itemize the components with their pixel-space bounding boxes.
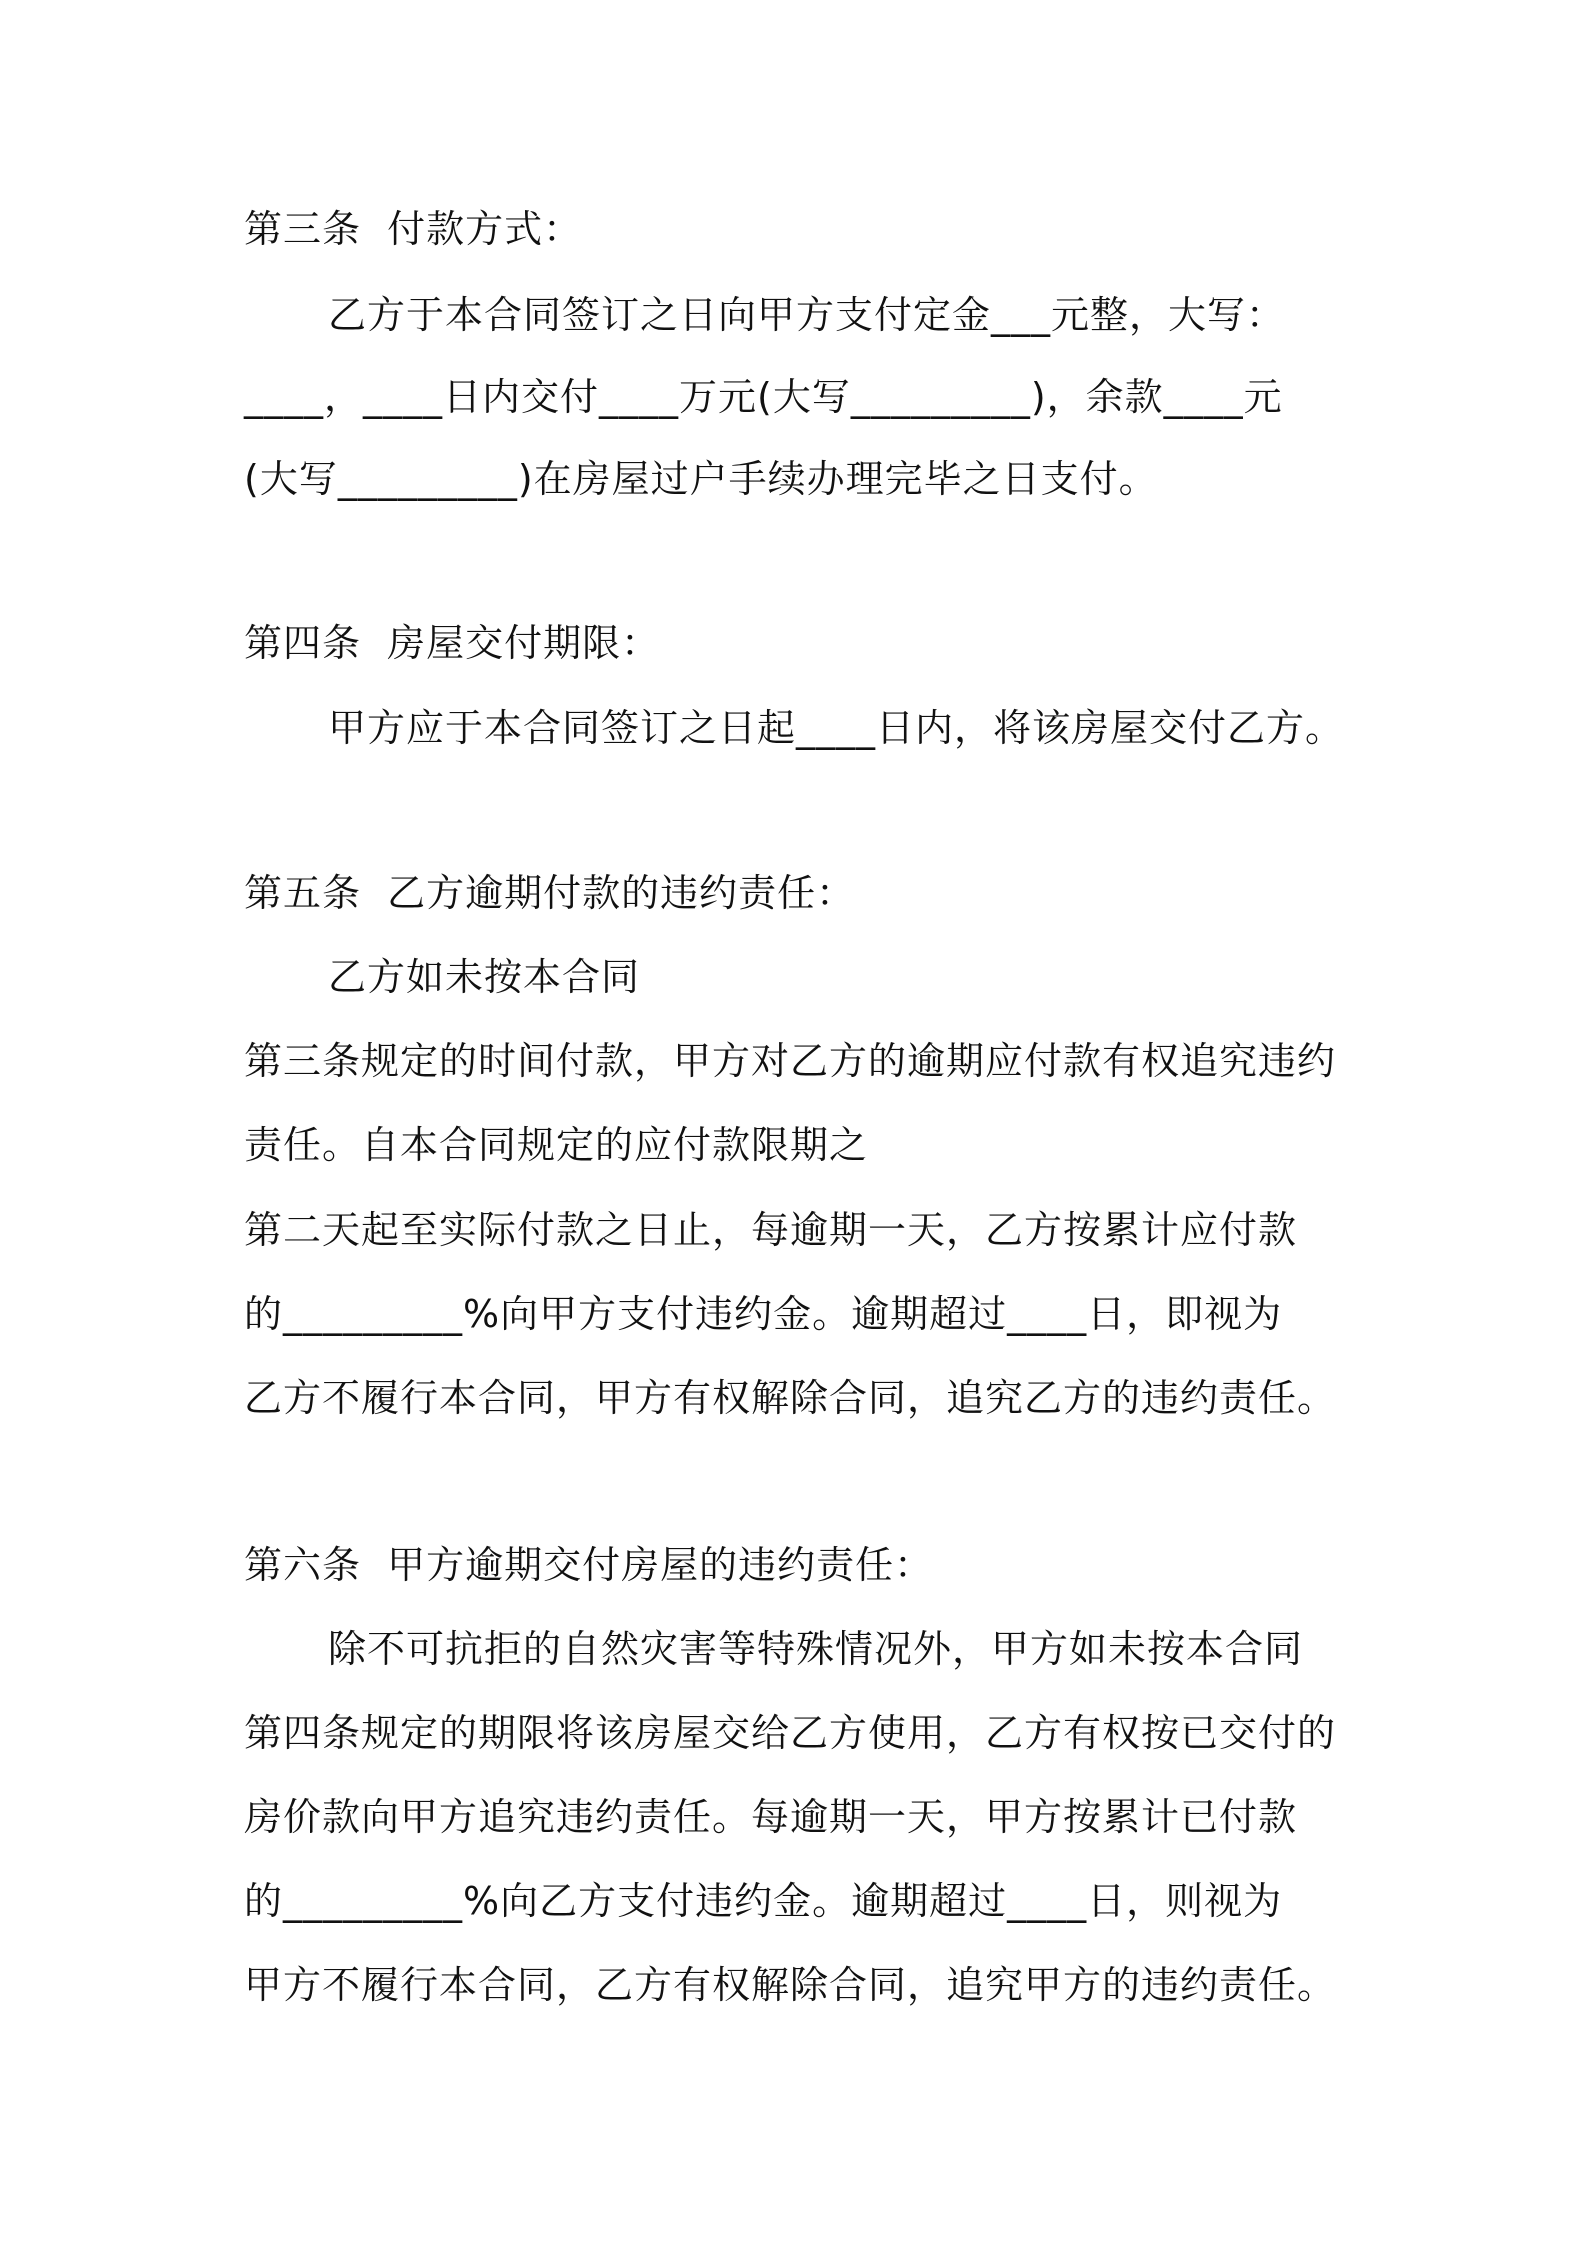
article-6-line-2: 第四条规定的期限将该房屋交给乙方使用，乙方有权按已交付的 — [244, 1711, 1337, 1755]
article-6-line-4: 的_________%向乙方支付违约金。逾期超过____日，则视为 — [244, 1879, 1283, 1923]
article-6-line-5: 甲方不履行本合同，乙方有权解除合同，追究甲方的违约责任。 — [244, 1963, 1337, 2007]
article-6-line-1: 除不可抗拒的自然灾害等特殊情况外，甲方如未按本合同 — [328, 1627, 1304, 1671]
article-5-line-1: 乙方如未按本合同 — [328, 955, 641, 999]
article-3-heading: 第三条 付款方式： — [244, 207, 583, 251]
article-4-heading: 第四条 房屋交付期限： — [244, 621, 661, 665]
article-5-line-5: 的_________%向甲方支付违约金。逾期超过____日，即视为 — [244, 1292, 1283, 1336]
article-6-line-3: 房价款向甲方追究违约责任。每逾期一天，甲方按累计已付款 — [244, 1795, 1298, 1839]
article-3-line-1: 乙方于本合同签订之日向甲方支付定金___元整，大写： — [328, 293, 1286, 337]
article-5-line-2: 第三条规定的时间付款，甲方对乙方的逾期应付款有权追究违约 — [244, 1039, 1337, 1083]
article-5-heading: 第五条 乙方逾期付款的违约责任： — [244, 871, 856, 915]
article-5-line-3: 责任。自本合同规定的应付款限期之 — [244, 1123, 869, 1167]
article-4-line-1: 甲方应于本合同签订之日起____日内，将该房屋交付乙方。 — [328, 706, 1345, 750]
article-5-line-6: 乙方不履行本合同，甲方有权解除合同，追究乙方的违约责任。 — [244, 1376, 1337, 1420]
article-3-line-2: ____，____日内交付____万元(大写_________)，余款____元 — [244, 375, 1283, 419]
article-6-heading: 第六条 甲方逾期交付房屋的违约责任： — [244, 1543, 934, 1587]
article-3-line-3: (大写_________)在房屋过户手续办理完毕之日支付。 — [244, 457, 1158, 501]
article-5-line-4: 第二天起至实际付款之日止，每逾期一天，乙方按累计应付款 — [244, 1208, 1298, 1252]
